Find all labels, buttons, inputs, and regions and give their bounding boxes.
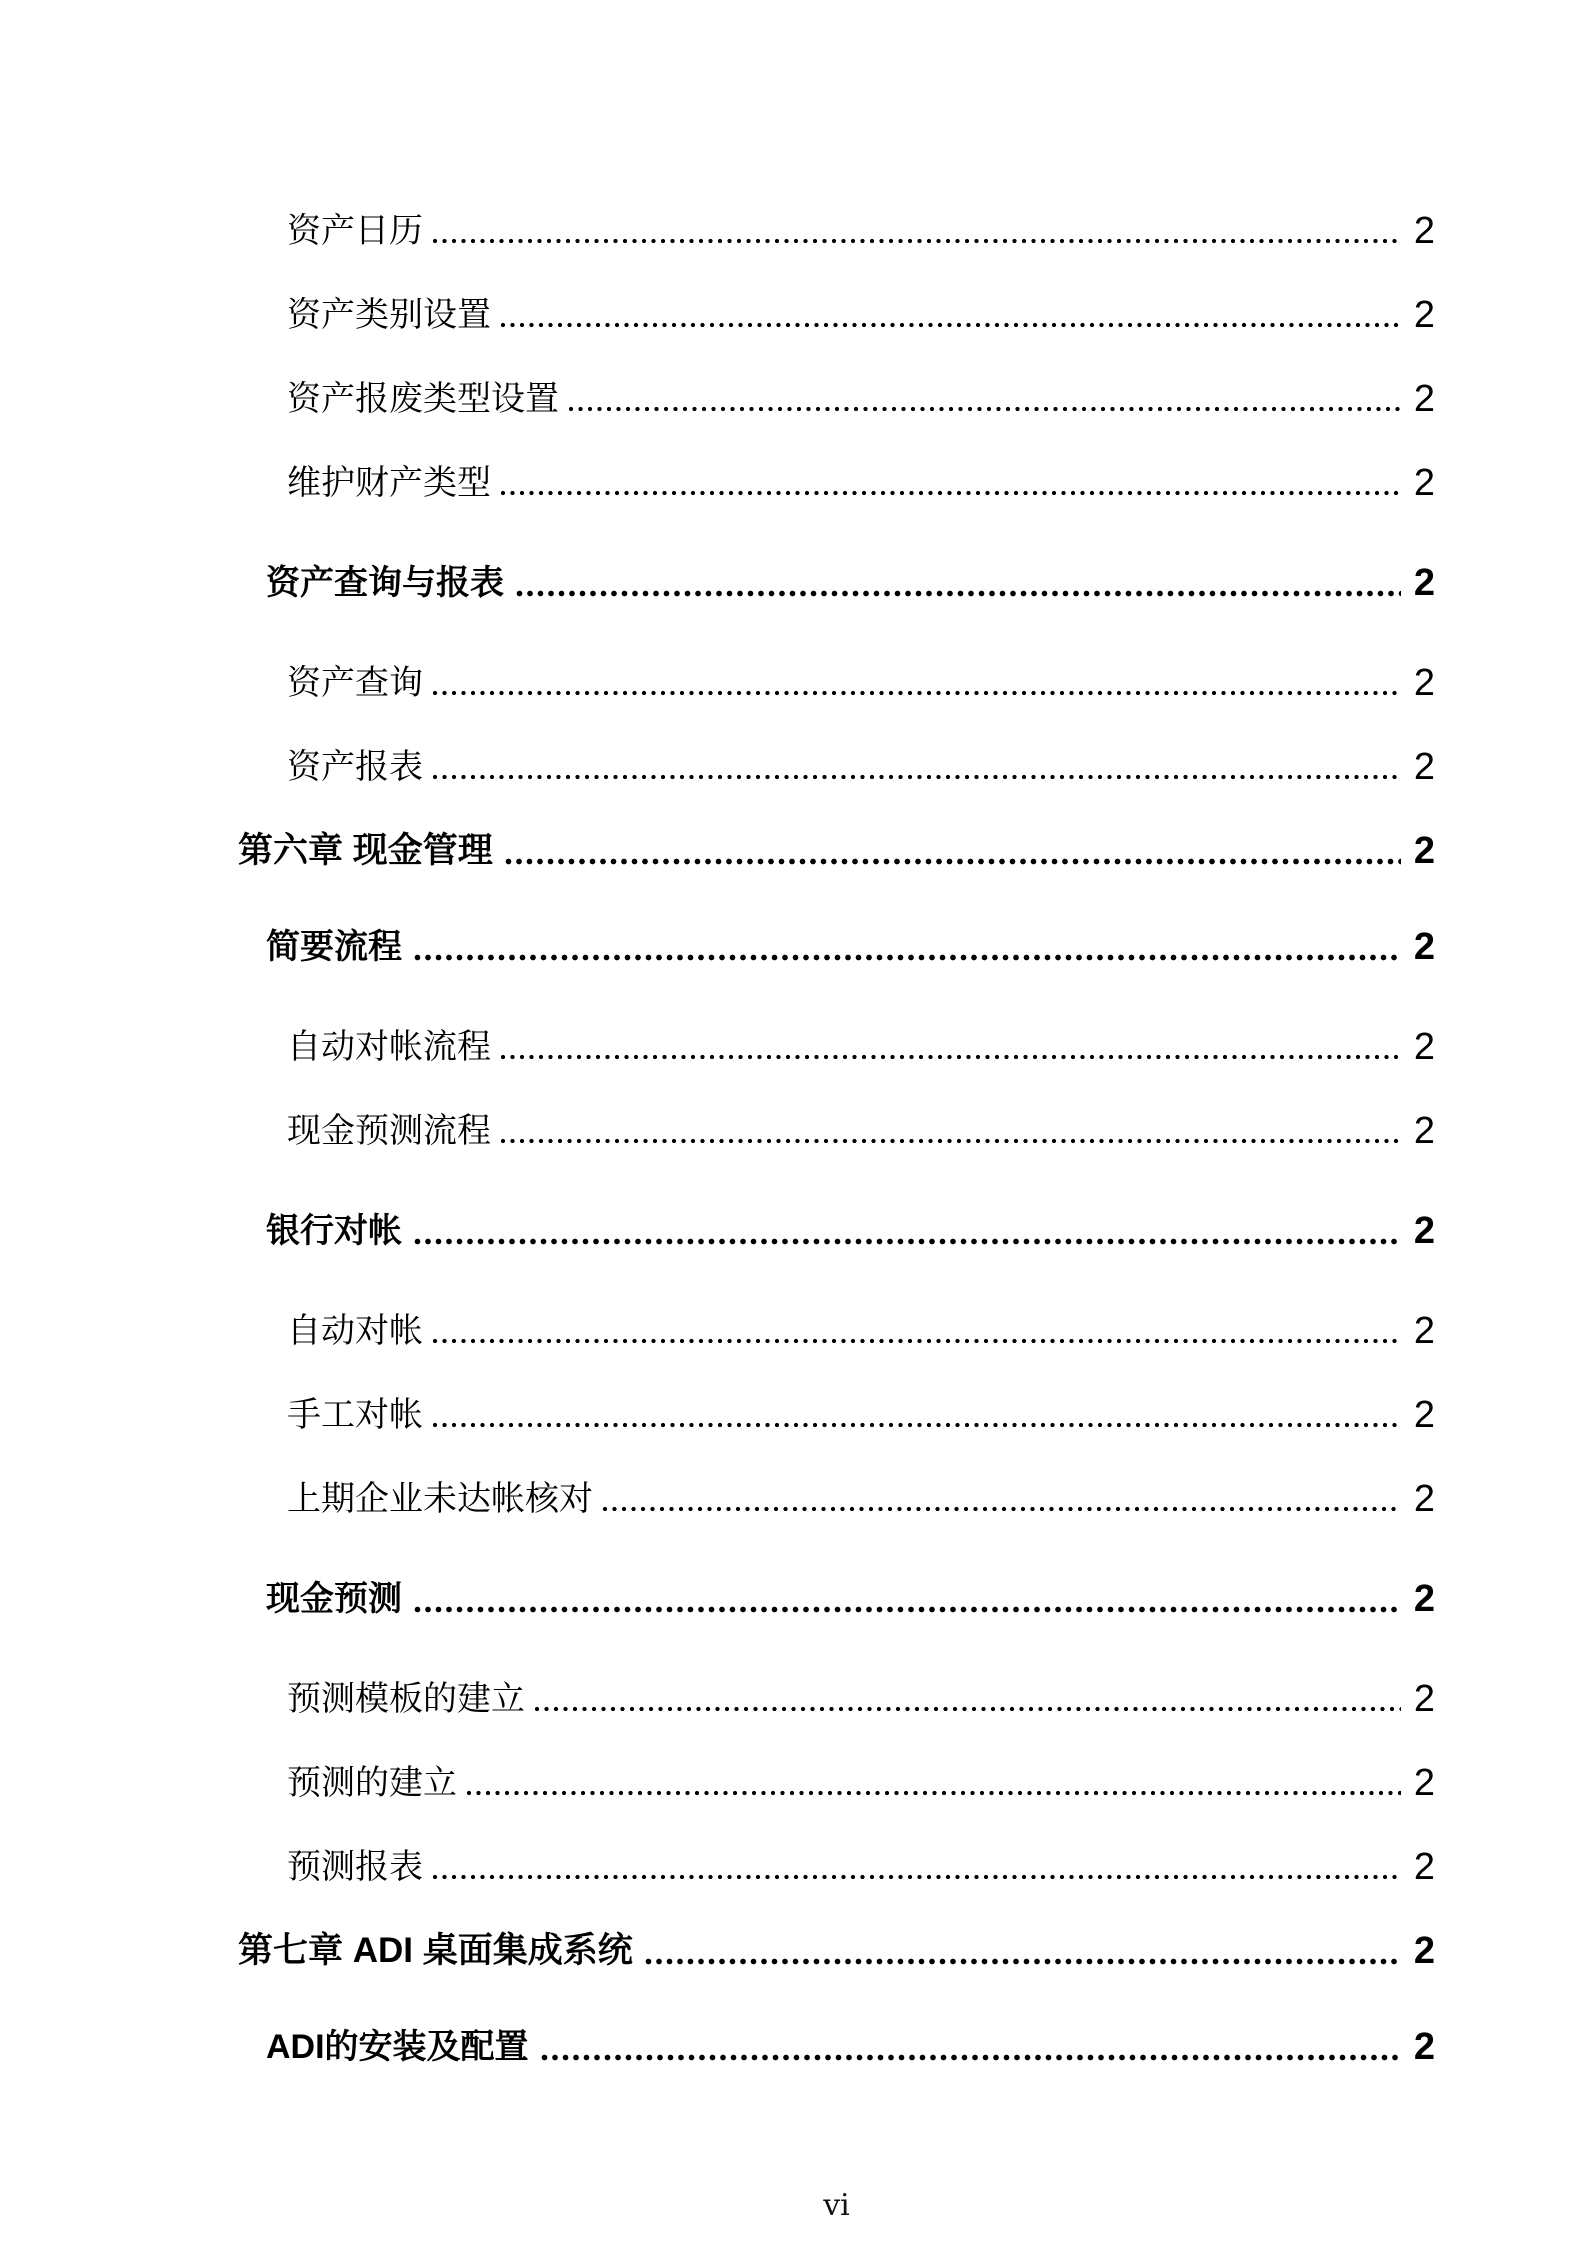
toc-entry[interactable] — [0, 1109, 1435, 1153]
toc-entry-label: 资产查询 — [287, 664, 423, 702]
toc-entry-label: 预测模板的建立 — [287, 1680, 525, 1718]
toc-entry[interactable] — [0, 561, 1435, 605]
toc-entry-page: 2 — [1413, 1394, 1435, 1436]
dot-leader — [505, 858, 1401, 865]
dot-leader — [432, 238, 1401, 244]
toc-entry-page: 2 — [1413, 462, 1435, 504]
toc-entry[interactable] — [0, 1393, 1435, 1437]
dot-leader — [500, 1138, 1401, 1144]
dot-leader — [645, 1958, 1401, 1965]
dot-leader — [568, 406, 1401, 412]
dot-leader — [466, 1790, 1401, 1796]
toc-entry-label: 资产类别设置 — [287, 296, 491, 334]
toc-entry[interactable] — [0, 1309, 1435, 1353]
toc-entry-label: 手工对帐 — [287, 1396, 423, 1434]
toc-entry-page: 2 — [1413, 1578, 1435, 1620]
toc-entry[interactable] — [0, 1209, 1435, 1253]
toc-entry-page: 2 — [1413, 1210, 1435, 1252]
toc-entry-page: 2 — [1413, 1762, 1435, 1804]
toc-entry-page: 2 — [1413, 294, 1435, 336]
toc-entry-label: 预测的建立 — [287, 1764, 457, 1802]
toc-entry[interactable] — [0, 1477, 1435, 1521]
toc-entry-label: 银行对帐 — [266, 1212, 402, 1250]
toc-entry-label: 资产查询与报表 — [266, 564, 504, 602]
dot-leader — [414, 1606, 1401, 1613]
toc-entry-page: 2 — [1413, 1846, 1435, 1888]
toc-entry-page: 2 — [1413, 1110, 1435, 1152]
page-footer — [0, 2189, 1435, 2223]
dot-leader — [432, 774, 1401, 780]
toc-entry[interactable] — [0, 2025, 1435, 2069]
toc-entry[interactable] — [0, 209, 1435, 253]
toc-entry-page: 2 — [1413, 210, 1435, 252]
toc-entry[interactable] — [0, 925, 1435, 969]
toc-entry-label: 简要流程 — [266, 928, 402, 966]
toc-entry[interactable] — [0, 1025, 1435, 1069]
toc-entry[interactable] — [0, 1845, 1435, 1889]
toc-entry-page: 2 — [1413, 378, 1435, 420]
toc-entry-label: 自动对帐 — [287, 1312, 423, 1350]
toc-entry[interactable] — [0, 1929, 1435, 1973]
toc-entry[interactable] — [0, 661, 1435, 705]
toc-entry-label: 现金预测流程 — [287, 1112, 491, 1150]
toc-entry[interactable] — [0, 461, 1435, 505]
toc-entry-page: 2 — [1413, 1026, 1435, 1068]
toc-entry-page: 2 — [1413, 662, 1435, 704]
toc-entry-label: 资产报废类型设置 — [287, 380, 559, 418]
toc-entry[interactable] — [0, 293, 1435, 337]
dot-leader — [432, 1338, 1401, 1344]
toc-entry-label: 预测报表 — [287, 1848, 423, 1886]
toc-entry-page: 2 — [1413, 1310, 1435, 1352]
toc-entry-page: 2 — [1413, 926, 1435, 968]
toc-entry-page: 2 — [1413, 830, 1435, 872]
toc-entry-label: 第六章 现金管理 — [238, 831, 493, 870]
dot-leader — [432, 1422, 1401, 1428]
toc-entry-page: 2 — [1413, 1930, 1435, 1972]
toc-entry-page: 2 — [1413, 2026, 1435, 2068]
toc-entry-label: 自动对帐流程 — [287, 1028, 491, 1066]
dot-leader — [432, 690, 1401, 696]
toc-entry-label: 现金预测 — [266, 1580, 402, 1618]
toc-entry-page: 2 — [1413, 746, 1435, 788]
toc-entry-page: 2 — [1413, 1478, 1435, 1520]
page-number: vi — [823, 2188, 850, 2223]
toc-entry[interactable] — [0, 1761, 1435, 1805]
toc-entry-page: 2 — [1413, 1678, 1435, 1720]
dot-leader — [541, 2054, 1401, 2061]
dot-leader — [414, 1238, 1401, 1245]
dot-leader — [602, 1506, 1401, 1512]
toc-entry-page: 2 — [1413, 562, 1435, 604]
toc-entry-label: 资产报表 — [287, 748, 423, 786]
toc-entry[interactable] — [0, 1577, 1435, 1621]
toc-entry-label: 上期企业未达帐核对 — [287, 1480, 593, 1518]
toc-entry-label: 资产日历 — [287, 212, 423, 250]
dot-leader — [500, 1054, 1401, 1060]
toc-entry[interactable] — [0, 745, 1435, 789]
dot-leader — [516, 590, 1401, 597]
dot-leader — [414, 954, 1401, 961]
dot-leader — [432, 1874, 1401, 1880]
toc-entry[interactable] — [0, 829, 1435, 873]
toc-entry[interactable] — [0, 1677, 1435, 1721]
toc-entry-label: ADI的安装及配置 — [266, 2028, 529, 2066]
toc-entry-label: 维护财产类型 — [287, 464, 491, 502]
dot-leader — [534, 1706, 1401, 1712]
toc-entry[interactable] — [0, 377, 1435, 421]
toc-entry-label: 第七章 ADI 桌面集成系统 — [238, 1931, 633, 1970]
dot-leader — [500, 490, 1401, 496]
toc-list — [0, 209, 1435, 2125]
dot-leader — [500, 322, 1401, 328]
